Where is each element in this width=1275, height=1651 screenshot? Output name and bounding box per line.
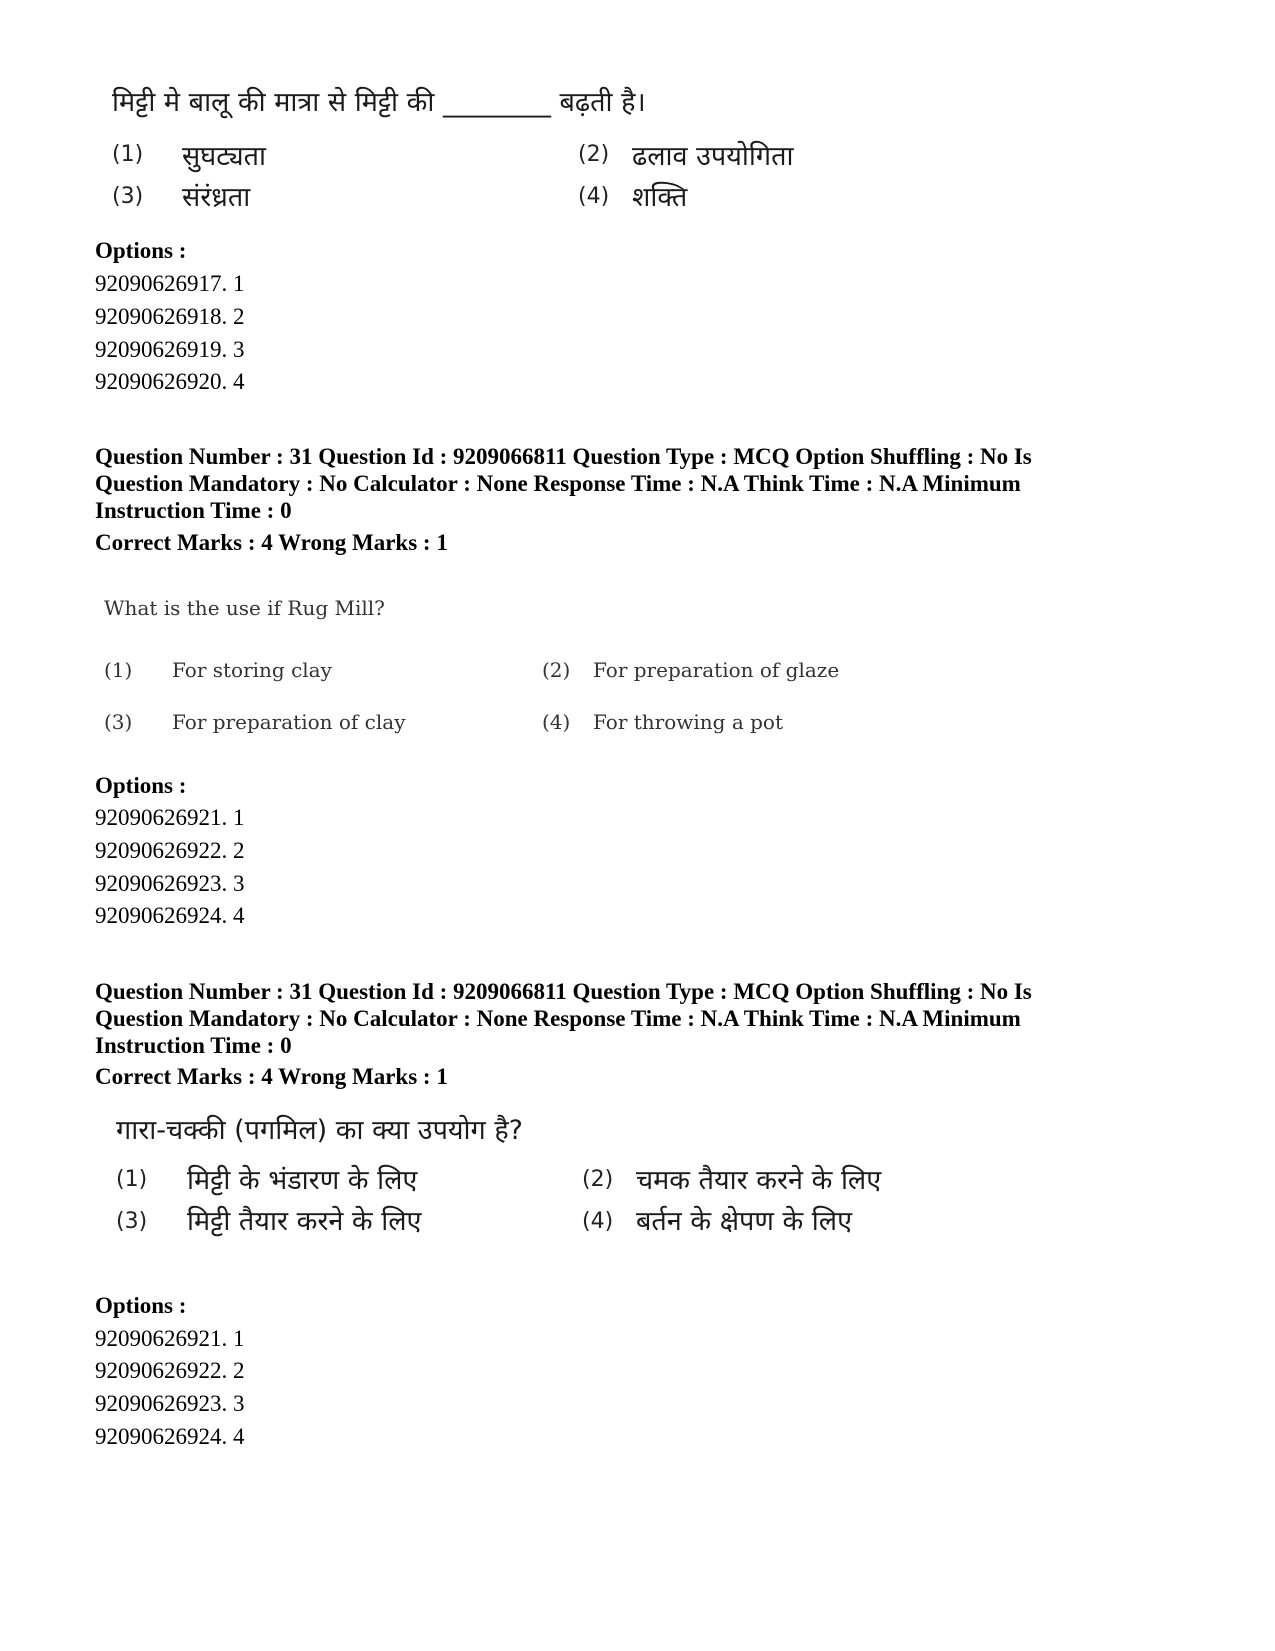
option-id: 92090626919. 3 xyxy=(95,337,245,362)
option-number: (3) xyxy=(116,1209,148,1234)
meta-line: Instruction Time : 0 xyxy=(95,498,292,523)
question-text: गारा-चक्की (पगमिल) का क्या उपयोग है? xyxy=(116,1115,524,1146)
option-id: 92090626922. 2 xyxy=(95,838,245,863)
option-text: For preparation of glaze xyxy=(593,658,840,682)
option-number: (4) xyxy=(578,184,610,209)
marks-line: Correct Marks : 4 Wrong Marks : 1 xyxy=(95,1064,448,1089)
options-label: Options : xyxy=(95,1293,187,1318)
option-id: 92090626921. 1 xyxy=(95,1326,245,1351)
option-number: (3) xyxy=(104,710,133,734)
options-label: Options : xyxy=(95,238,187,263)
option-number: (3) xyxy=(112,184,144,209)
meta-line: Question Number : 31 Question Id : 9209066811 Question Type : MCQ Option Shuffling : No Is xyxy=(95,444,1032,469)
option-number: (4) xyxy=(582,1209,614,1234)
meta-line: Instruction Time : 0 xyxy=(95,1033,292,1058)
option-number: (1) xyxy=(116,1167,148,1192)
meta-line: Question Mandatory : No Calculator : None Response Time : N.A Think Time : N.A Minimum xyxy=(95,471,1021,496)
option-text: For throwing a pot xyxy=(593,710,783,734)
option-id: 92090626918. 2 xyxy=(95,304,245,329)
question-text: मिट्टी मे बालू की मात्रा से मिट्टी की ________ बढ़ती है। xyxy=(112,87,646,118)
meta-line: Question Mandatory : No Calculator : None Response Time : N.A Think Time : N.A Minimum xyxy=(95,1006,1021,1031)
option-id: 92090626924. 4 xyxy=(95,903,245,928)
option-id: 92090626921. 1 xyxy=(95,805,245,830)
option-text: मिट्टी तैयार करने के लिए xyxy=(187,1206,422,1237)
option-id: 92090626917. 1 xyxy=(95,271,245,296)
question-text: What is the use if Rug Mill? xyxy=(104,596,385,620)
option-id: 92090626920. 4 xyxy=(95,369,245,394)
options-label: Options : xyxy=(95,773,187,798)
option-text: सुघट्यता xyxy=(182,141,266,172)
option-number: (2) xyxy=(542,658,571,682)
option-text: संरंध्रता xyxy=(182,182,251,213)
option-id: 92090626923. 3 xyxy=(95,871,245,896)
option-id: 92090626922. 2 xyxy=(95,1358,245,1383)
marks-line: Correct Marks : 4 Wrong Marks : 1 xyxy=(95,530,448,555)
option-number: (2) xyxy=(582,1167,614,1192)
option-text: बर्तन के क्षेपण के लिए xyxy=(636,1206,853,1237)
option-number: (2) xyxy=(578,142,610,167)
option-id: 92090626924. 4 xyxy=(95,1424,245,1449)
option-text: मिट्टी के भंडारण के लिए xyxy=(187,1165,418,1196)
option-text: शक्ति xyxy=(632,182,688,213)
option-text: For storing clay xyxy=(172,658,332,682)
option-number: (4) xyxy=(542,710,571,734)
option-text: For preparation of clay xyxy=(172,710,406,734)
option-number: (1) xyxy=(104,658,133,682)
option-number: (1) xyxy=(112,142,144,167)
option-text: चमक तैयार करने के लिए xyxy=(636,1165,882,1196)
option-text: ढलाव उपयोगिता xyxy=(632,141,794,172)
option-id: 92090626923. 3 xyxy=(95,1391,245,1416)
meta-line: Question Number : 31 Question Id : 9209066811 Question Type : MCQ Option Shuffling : No Is xyxy=(95,979,1032,1004)
